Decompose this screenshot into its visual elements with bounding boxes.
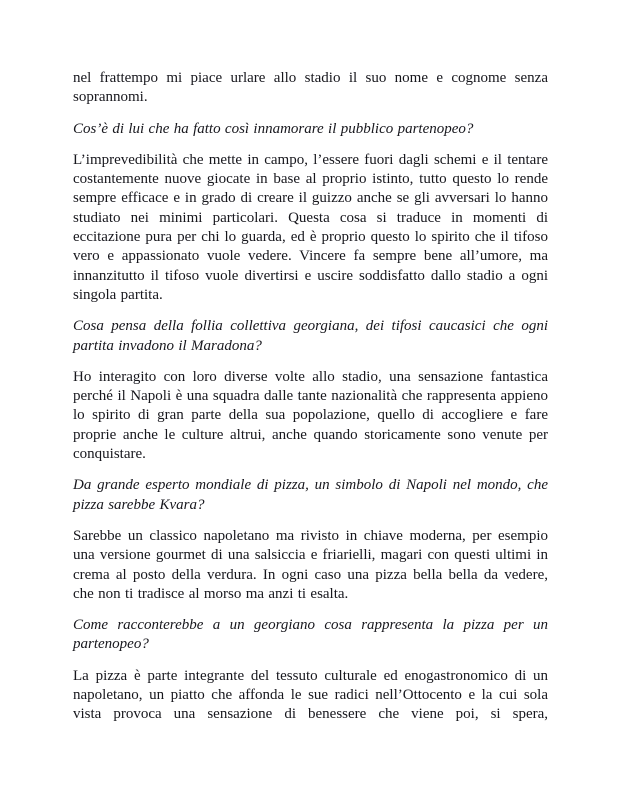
interview-answer-paragraph: Ho interagito con loro diverse volte allo stadio, una sensazione fantastica perché il Napoli è una squadra dalle tante nazionalità che rappresenta appieno lo spirito di gran parte della sua popolazione, quello di accogliere e fare proprie anche le culture altrui, anche quando storicamente sono venute per conquistare. xyxy=(73,368,548,463)
interview-answer-paragraph: nel frattempo mi piace urlare allo stadio il suo nome e cognome senza soprannomi. xyxy=(73,70,548,106)
interview-question: Come racconterebbe a un georgiano cosa rappresenta la pizza per un partenopeo? xyxy=(73,617,548,653)
interview-question: Cos’è di lui che ha fatto così innamorare il pubblico partenopeo? xyxy=(73,120,474,137)
interview-answer-paragraph: L’imprevedibilità che mette in campo, l’essere fuori dagli schemi e il tentare costantemente nuove giocate in base al proprio istinto, tutto questo lo rende sempre efficace e in grado di creare il guizzo anche se gli avversari lo hanno studiato nei minimi particolari. Questa cosa si traduce in momenti di eccitazione pura per chi lo guarda, ed è proprio questo lo spirito che il tifoso vero e appassionato vuole vedere. Vincere fa sempre bene all’umore, ma innanzitutto il tifoso vuole divertirsi e uscire soddisfatto dallo stadio a ogni singola partita. xyxy=(73,151,548,303)
interview-answer-paragraph: Sarebbe un classico napoletano ma rivisto in chiave moderna, per esempio una versione gourmet di una salsiccia e friarielli, magari con questi ultimi in crema al posto della verdura. In ogni caso una pizza bella bella da vedere, che non ti tradisce al morso ma anzi ti esalta. xyxy=(73,527,548,602)
interview-question: Cosa pensa della follia collettiva georgiana, dei tifosi caucasici che ogni partita invadono il Maradona? xyxy=(73,318,548,354)
interview-question: Da grande esperto mondiale di pizza, un simbolo di Napoli nel mondo, che pizza sarebbe Kvara? xyxy=(73,477,548,513)
interview-answer-paragraph-continued: La pizza è parte integrante del tessuto culturale ed enogastronomico di un napoletano, un piatto che affonda le sue radici nell’Ottocento e la cui sola vista provoca una sensazione di benessere che viene poi, si spera, xyxy=(73,667,548,723)
